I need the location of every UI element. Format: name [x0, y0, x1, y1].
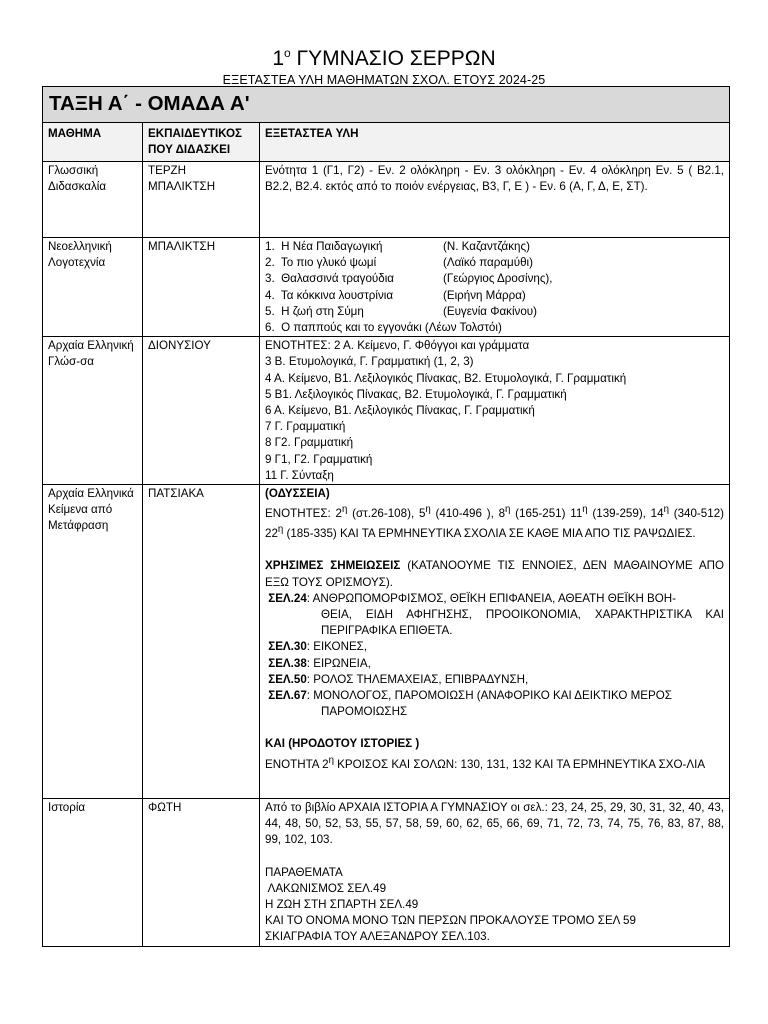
column-header-teacher: ΕΚΠΑΙΔΕΥΤΙΚΟΣ ΠΟΥ ΔΙΔΑΣΚΕΙ [143, 123, 260, 162]
content-cell [260, 238, 730, 337]
unit-line: 5 Β1. Λεξιλογικός Πίνακας, Β2. Ετυμολογικά, Γ. Γραμματική [265, 387, 567, 401]
title-ordinal-suffix: ο [284, 46, 291, 60]
class-band-row [43, 87, 730, 123]
column-header-subject: ΜΑΘΗΜΑ [43, 123, 143, 162]
page-note: ΣΕΛ.67: ΜΟΝΟΛΟΓΟΣ, ΠΑΡΟΜΟΙΩΣΗ (ΑΝΑΦΟΡΙΚΟ ΚΑΙ ΔΕΙΚΤΙΚΟ ΜΕΡΟΣ [268, 689, 672, 702]
useful-notes: ΧΡΗΣΙΜΕΣ ΣΗΜΕΙΩΣΕΙΣ (ΚΑΤΑΝΟΟΥΜΕ ΤΙΣ ΕΝΝΟΙΕΣ, ΔΕΝ ΜΑΘΑΙΝΟΥΜΕ ΑΠΟ ΕΞΩ ΤΟΥΣ ΟΡΙΣΜΟΥΣ). [265, 559, 725, 589]
list-item: 2. Το πιο γλυκό ψωμί (Λαϊκό παραμύθι) [265, 256, 533, 270]
herodotus-heading: ΚΑΙ (ΗΡΟΔΟΤΟΥ ΙΣΤΟΡΙΕΣ ) [265, 737, 420, 751]
table-row [43, 337, 730, 485]
teacher-cell: ΦΩΤΗ [143, 799, 260, 947]
subject-cell: Αρχαία Ελληνική Γλώσ-σα [43, 337, 143, 485]
table-row [43, 485, 730, 799]
unit-line: 7 Γ. Γραμματική [265, 420, 346, 434]
unit-line: 8 Γ2. Γραμματική [265, 436, 354, 450]
class-group-title: ΤΑΞΗ Α΄ - ΟΜΑΔΑ Α' [49, 92, 250, 115]
list-item: 3. Θαλασσινά τραγούδια (Γεώργιος Δροσίνης), [265, 272, 553, 286]
unit-line: ΕΝΟΤΗΤΕΣ: 2 Α. Κείμενο, Γ. Φθόγγοι και γράμματα [265, 339, 530, 353]
odyssey-units: ΕΝΟΤΗΤΕΣ: $2^\eta$ (στ.26-108), $5^\eta$ (410-496 ), $8^\eta$ (165-251) $11^\eta$ (139-259), $14^\eta$ (340-512) $22^\eta$ (185-335) ΚΑΙ ΤΑ ΕΡΜΗΝΕΥΤΙΚΑ ΣΧΟΛΙΑ ΣΕ ΚΑΘΕ ΜΙΑ ΑΠΟ ΤΙΣ ΡΑΨΩΔΙΕΣ. [265, 504, 724, 541]
list-item: 4. Τα κόκκινα λουστρίνια (Ειρήνη Μάρρα) [265, 288, 526, 302]
school-title [0, 40, 768, 72]
unit-line: 4 Α. Κείμενο, Β1. Λεξιλογικός Πίνακας, Β2. Ετυμολογικά, Γ. Γραμματική [265, 371, 627, 385]
column-header-content: ΕΞΕΤΑΣΤΕΑ ΥΛΗ [260, 123, 730, 162]
table-row [43, 162, 730, 238]
page-note: ΣΕΛ.50: ΡΟΛΟΣ ΤΗΛΕΜΑΧΕΙΑΣ, ΕΠΙΒΡΑΔΥΝΣΗ, [268, 672, 529, 686]
list-item: 6. Ο παππούς και το εγγονάκι (Λέων Τολστόι) [265, 321, 502, 335]
table-row [43, 799, 730, 947]
page-note: ΣΕΛ.38: ΕΙΡΩΝΕΙΑ, [268, 656, 371, 670]
unit-line: 3 Β. Ετυμολογικά, Γ. Γραμματική (1, 2, 3) [265, 355, 474, 369]
content-cell [260, 799, 730, 947]
unit-line: 11 Γ. Σύνταξη [265, 468, 334, 482]
content-cell [260, 485, 730, 799]
subject-cell: Νεοελληνική Λογοτεχνία [43, 238, 143, 337]
column-header-row [43, 123, 730, 162]
history-pages: Από το βιβλίο ΑΡΧΑΙΑ ΙΣΤΟΡΙΑ Α ΓΥΜΝΑΣΙΟΥ οι σελ.: 23, 24, 25, 29, 30, 31, 32, 40, 43, 44, 48, 50, 52, 53, 55, 57, 58, 59, 60, 62, 65, 66, 69, 71, 72, 73, 74, 75, 76, 83, 87, 88, 99, 102, 103. [265, 801, 725, 847]
teacher-cell: ΤΕΡΖΗ ΜΠΑΛΙΚΤΣΗ [143, 162, 260, 238]
page-note-continuation: ΘΕΙΑ, ΕΙΔΗ ΑΦΗΓΗΣΗΣ, ΠΡΟΟΙΚΟΝΟΜΙΑ, ΧΑΡΑΚΤΗΡΙΣΤΙΚΑ ΚΑΙ ΠΕΡΙΓΡΑΦΙΚΑ ΕΠΙΘΕΤΑ. [321, 607, 725, 638]
quote-line: ΣΚΙΑΓΡΑΦΙΑ ΤΟΥ ΑΛΕΞΑΝΔΡΟΥ ΣΕΛ.103. [265, 930, 490, 944]
quote-line: ΛΑΚΩΝΙΣΜΟΣ ΣΕΛ.49 [265, 881, 387, 895]
title-number: 1 [272, 47, 285, 70]
teacher-cell: ΠΑΤΣΙΑΚΑ [143, 485, 260, 799]
page-note: ΣΕΛ.30: ΕΙΚΟΝΕΣ, [268, 640, 368, 654]
content-cell: Ενότητα 1 (Γ1, Γ2) - Εν. 2 ολόκληρη - Εν. 3 ολόκληρη - Εν. 4 ολόκληρη Εν. 5 ( Β2.1, Β2.2, Β2.4. εκτός από το ποιόν ενέργειας, Β3, Γ, Ε ) - Εν. 6 (Α, Γ, Δ, Ε, ΣΤ). [260, 162, 730, 238]
document-header [0, 40, 768, 88]
teacher-cell: ΔΙΟΝΥΣΙΟΥ [143, 337, 260, 485]
title-text: ΓΥΜΝΑΣΙΟ ΣΕΡΡΩΝ [290, 47, 496, 70]
unit-line: 9 Γ1, Γ2. Γραμματική [265, 452, 373, 466]
herodotus-unit: ΕΝΟΤΗΤΑ $2^\eta$ ΚΡΟΙΣΟΣ ΚΑΙ ΣΟΛΩΝ: 130, 131, 132 ΚΑΙ ΤΑ ΕΡΜΗΝΕΥΤΙΚΑ ΣΧΟ-ΛΙΑ [265, 754, 706, 771]
class-band-cell [43, 87, 730, 123]
document-subtitle: ΕΞΕΤΑΣΤΕΑ ΥΛΗ ΜΑΘΗΜΑΤΩΝ ΣΧΟΛ. ΕΤΟΥΣ 2024-25 [222, 73, 546, 87]
subject-cell: Γλωσσική Διδασκαλία [43, 162, 143, 238]
page-note-continuation: ΠΑΡΟΜΟΙΩΣΗΣ [321, 705, 408, 719]
content-cell [260, 337, 730, 485]
quote-line: ΚΑΙ ΤΟ ΟΝΟΜΑ ΜΟΝΟ ΤΩΝ ΠΕΡΣΩΝ ΠΡΟΚΑΛΟΥΣΕ ΤΡΟΜΟ ΣΕΛ 59 [265, 914, 636, 928]
quote-line: Η ΖΩΗ ΣΤΗ ΣΠΑΡΤΗ ΣΕΛ.49 [265, 898, 419, 912]
unit-line: 6 Α. Κείμενο, Β1. Λεξιλογικός Πίνακας, Γ. Γραμματική [265, 404, 535, 418]
teacher-cell: ΜΠΑΛΙΚΤΣΗ [143, 238, 260, 337]
quotes-heading: ΠΑΡΑΘΕΜΑΤΑ [265, 865, 343, 879]
page-note: ΣΕΛ.24: ΑΝΘΡΩΠΟΜΟΡΦΙΣΜΟΣ, ΘΕΪΚΗ ΕΠΙΦΑΝΕΙΑ, ΑΘΕΑΤΗ ΘΕΪΚΗ ΒΟΗ- [268, 591, 677, 605]
subject-cell: Αρχαία Ελληνικά Κείμενα από Μετάφραση [43, 485, 143, 799]
syllabus-table [42, 86, 730, 947]
odyssey-heading: (ΟΔΥΣΣΕΙΑ) [265, 487, 330, 501]
list-item: 1. Η Νέα Παιδαγωγική (Ν. Καζαντζάκης) [265, 240, 530, 253]
subject-cell: Ιστορία [43, 799, 143, 947]
table-row [43, 238, 730, 337]
list-item: 5. Η ζωή στη Σύμη (Ευγενία Φακίνου) [265, 304, 537, 318]
